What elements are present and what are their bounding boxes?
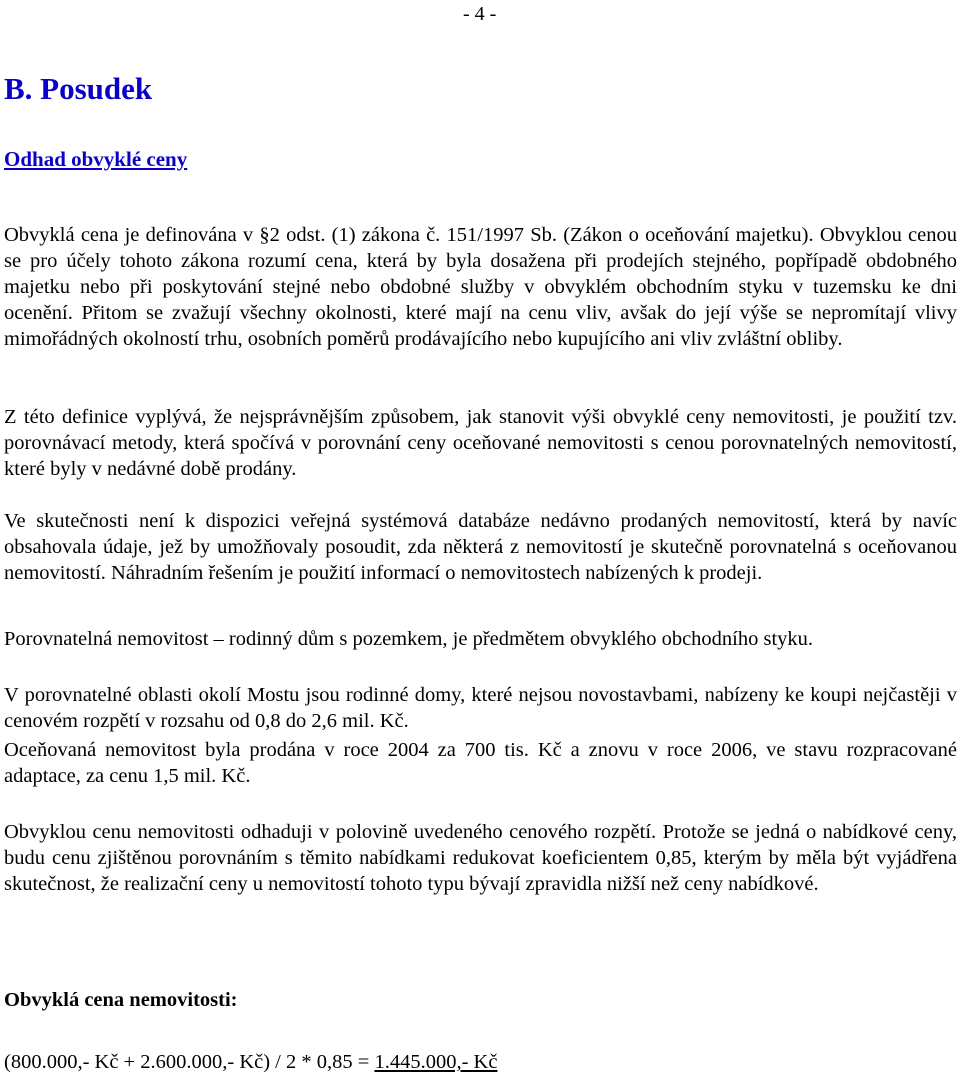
paragraph-estimate: Obvyklou cenu nemovitosti odhaduji v polovině uvedeného cenového rozpětí. Protože se jedná o nabídkové ceny, budu cenu zjištěnou porovnáním s těmito nabídkami redukovat koeficientem 0,85, kterým by měla být vyjádřena skutečnost, že realizační ceny u nemovitostí tohoto typu bývají zpravidla nižší než ceny nabídkové. — [4, 821, 957, 895]
paragraph-method: Z této definice vyplývá, že nejsprávnějším způsobem, jak stanovit výši obvyklé ceny nemovitosti, je použití tzv. porovnávací metody, která spočívá v porovnání ceny oceňované nemovitosti s cenou porovnatelných nemovitostí, které byly v nedávné době prodány. — [4, 406, 957, 480]
paragraph-market-range: V porovnatelné oblasti okolí Mostu jsou rodinné domy, které nejsou novostavbami, nabízeny ke koupi nejčastěji v cenovém rozpětí v rozsahu od 0,8 do 2,6 mil. Kč. — [4, 684, 957, 732]
paragraph-sale-history: Oceňovaná nemovitost byla prodána v roce 2004 za 700 tis. Kč a znovu v roce 2006, ve stavu rozpracované adaptace, za cenu 1,5 mil. Kč. — [4, 739, 957, 787]
paragraph-database: Ve skutečnosti není k dispozici veřejná systémová databáze nedávno prodaných nemovitostí, která by navíc obsahovala údaje, jež by umožňovaly posoudit, zda některá z nemovitostí je skutečně porovnatelná s oceňovanou nemovitostí. Náhradním řešením je použití informací o nemovitostech nabízených k prodeji. — [4, 510, 957, 584]
result-formula — [4, 1049, 957, 1075]
result-formula-text: (800.000,- Kč + 2.600.000,- Kč) / 2 * 0,85 = — [4, 1051, 375, 1073]
section-title: B. Posudek — [4, 71, 153, 106]
result-value: 1.445.000,- Kč — [374, 1051, 498, 1073]
page-number: - 4 - — [463, 3, 497, 25]
paragraph-definition: Obvyklá cena je definována v §2 odst. (1) zákona č. 151/1997 Sb. (Zákon o oceňování majetku). Obvyklou cenou se pro účely tohoto zákona rozumí cena, která by byla dosažena při prodejích stejného, popřípadě obdobného majetku nebo při poskytování stejné nebo obdobné služby v obvyklém obchodním styku v tuzemsku ke dni ocenění. Přitom se zvažují všechny okolnosti, které mají na cenu vliv, avšak do její výše se nepromítají vlivy mimořádných okolností trhu, osobních poměrů prodávajícího nebo kupujícího ani vliv zvláštní obliby. — [4, 224, 957, 350]
subsection-title: Odhad obvyklé ceny — [4, 147, 188, 171]
result-label: Obvyklá cena nemovitosti: — [4, 989, 238, 1011]
paragraph-comparable: Porovnatelná nemovitost – rodinný dům s pozemkem, je předmětem obvyklého obchodního styku. — [4, 628, 814, 650]
